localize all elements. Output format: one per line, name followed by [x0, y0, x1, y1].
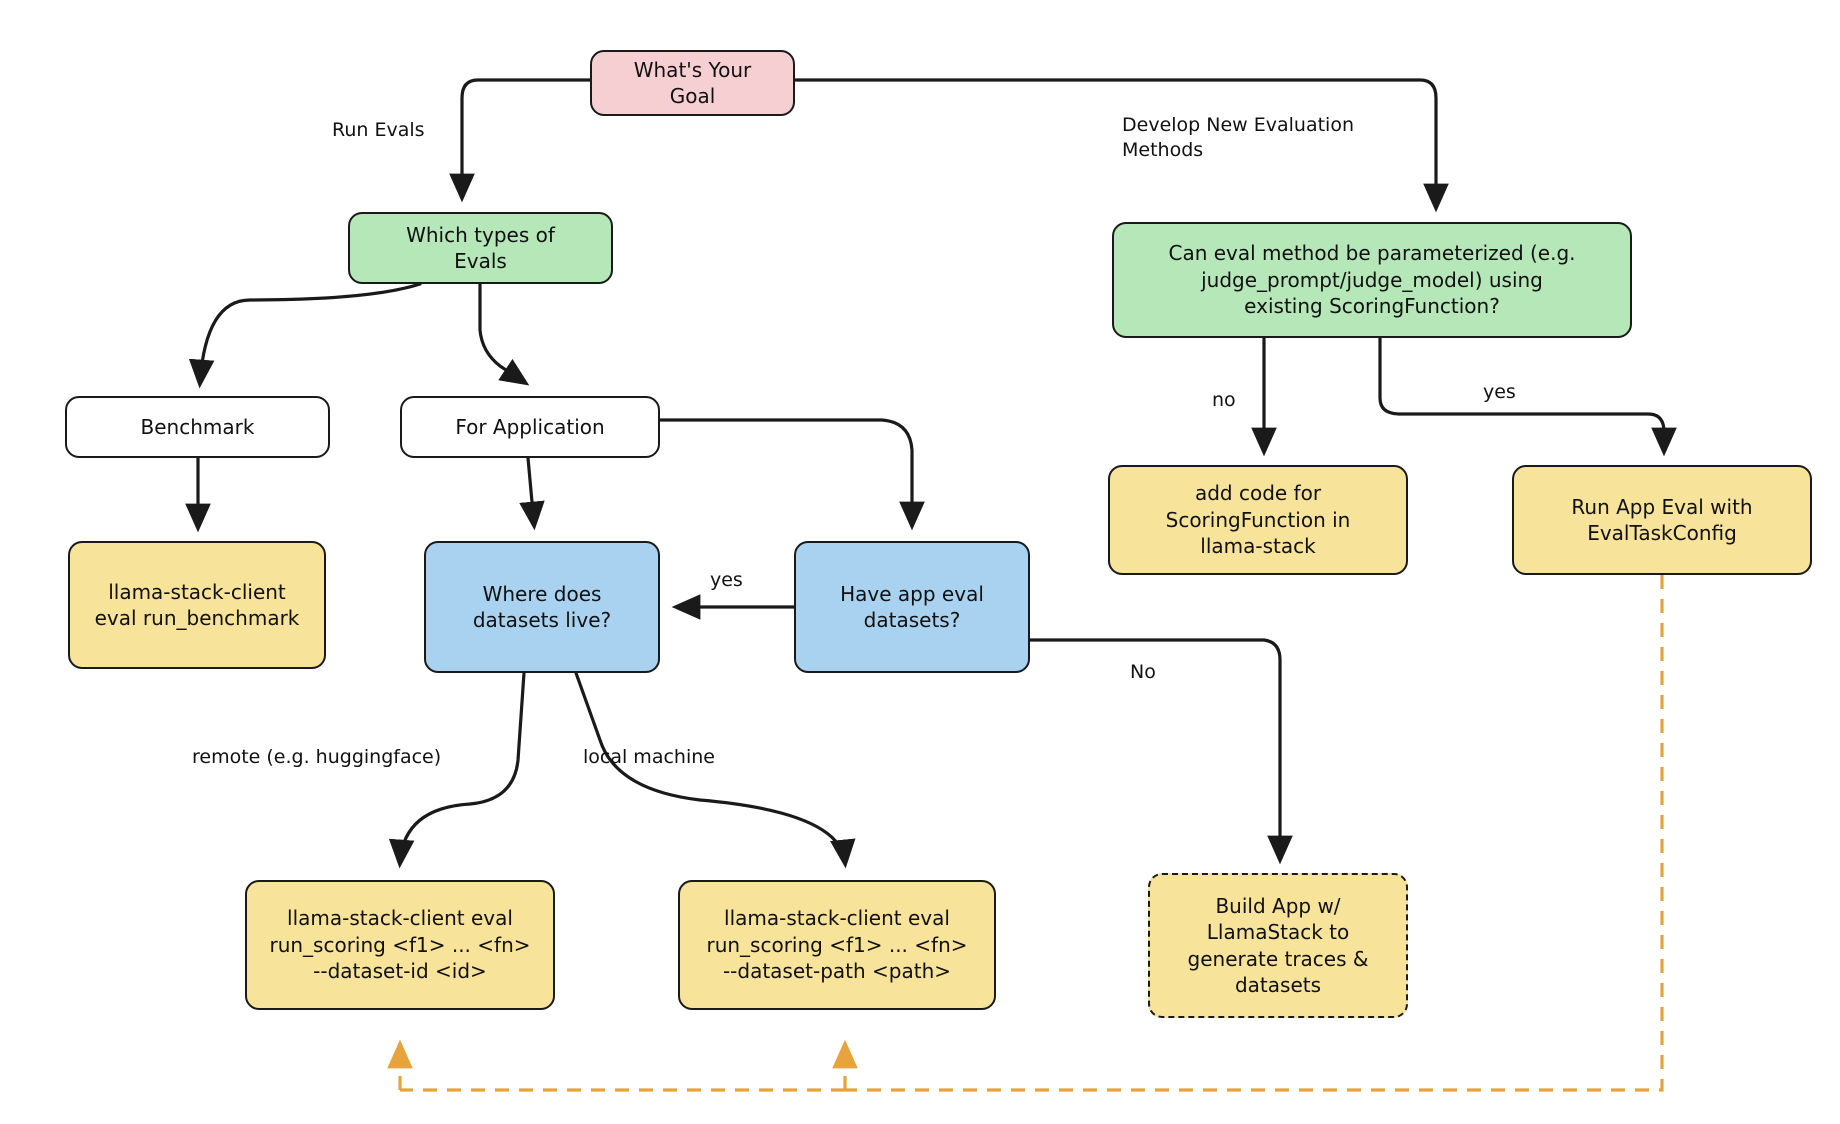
node-goal[interactable] — [590, 50, 795, 116]
node-run-benchmark-command[interactable] — [68, 541, 326, 669]
node-for-application[interactable] — [400, 396, 660, 458]
edge-label-yes-parameterized: yes — [1483, 381, 1516, 403]
node-label: Where does datasets live? — [472, 581, 612, 632]
node-label: For Application — [455, 414, 605, 439]
node-label: llama-stack-client eval run_scoring <f1> ... <fn> --dataset-id <id> — [269, 906, 531, 984]
edge-label-remote-huggingface: remote (e.g. huggingface) — [192, 746, 442, 768]
node-label: Have app eval datasets? — [840, 581, 984, 632]
edge-label-develop-new-evaluation-methods: Develop New Evaluation Methods — [1122, 114, 1354, 161]
node-run-scoring-dataset-path-command[interactable] — [678, 880, 996, 1010]
node-label: Run App Eval with EvalTaskConfig — [1571, 494, 1753, 545]
node-label: Benchmark — [140, 414, 255, 439]
node-can-eval-method-be-parameterized[interactable] — [1112, 222, 1632, 338]
node-build-app-with-llamastack[interactable] — [1148, 873, 1408, 1018]
node-label: Can eval method be parameterized (e.g. judge_prompt/judge_model) using existing ScoringFunction? — [1168, 241, 1576, 319]
node-label: llama-stack-client eval run_benchmark — [94, 579, 300, 630]
edge-label-run-evals: Run Evals — [332, 119, 425, 141]
node-run-scoring-dataset-id-command[interactable] — [245, 880, 555, 1010]
node-where-does-datasets-live[interactable] — [424, 541, 660, 673]
node-add-code-for-scoring-function[interactable] — [1108, 465, 1408, 575]
edge-label-no-have-datasets: No — [1130, 661, 1156, 683]
edge-label-yes-have-datasets: yes — [710, 569, 743, 591]
node-label: Build App w/ LlamaStack to generate traces & datasets — [1187, 893, 1369, 997]
node-label: What's Your Goal — [633, 57, 752, 108]
node-have-app-eval-datasets[interactable] — [794, 541, 1030, 673]
node-which-types-of-evals[interactable] — [348, 212, 613, 284]
node-label: add code for ScoringFunction in llama-stack — [1165, 481, 1351, 559]
edge-label-no-parameterized: no — [1212, 389, 1236, 411]
node-benchmark[interactable] — [65, 396, 330, 458]
node-run-app-eval-with-evaltaskconfig[interactable] — [1512, 465, 1812, 575]
node-label: llama-stack-client eval run_scoring <f1> ... <fn> --dataset-path <path> — [706, 906, 968, 984]
edge-label-local-machine: local machine — [583, 746, 715, 768]
node-label: Which types of Evals — [406, 222, 555, 273]
